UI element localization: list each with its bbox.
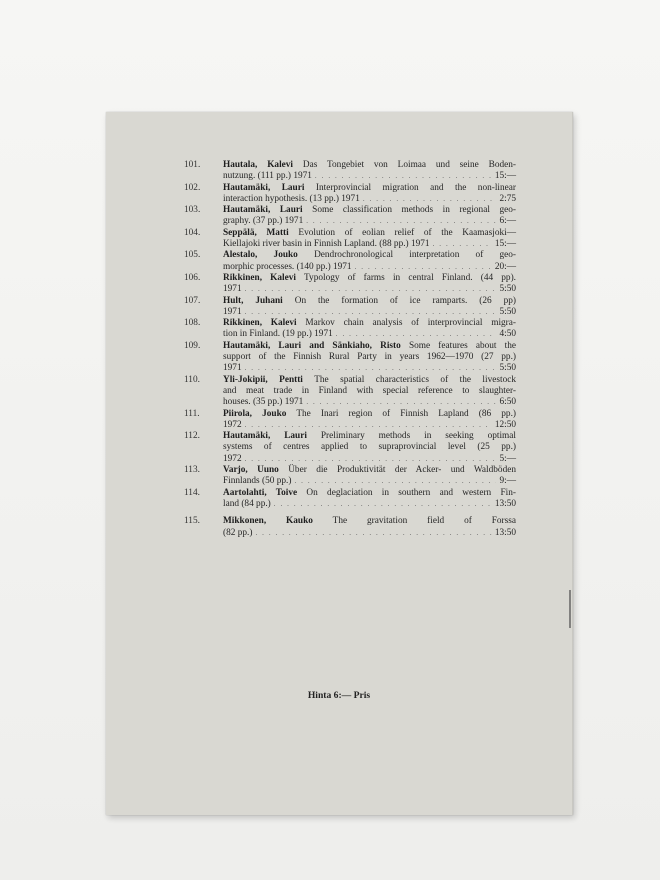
entry-title: Typology of farms in central Finland. (44 pp). — [304, 272, 516, 283]
publication-entry — [184, 296, 516, 319]
publication-entry — [184, 318, 516, 341]
entry-pages-year: Kiellajoki river basin in Finnish Lapland. (88 pp.) 1971 — [223, 239, 430, 250]
entry-pages-year: 1972 — [223, 453, 242, 464]
entry-author: Alestalo, Jouko — [223, 250, 298, 261]
entry-pages-year: 1971 — [223, 284, 242, 295]
publication-entry — [184, 375, 516, 409]
entry-price: 6:50 — [499, 397, 516, 408]
publication-entry — [184, 228, 516, 251]
entry-author: Hult, Juhani — [223, 295, 283, 306]
entry-title: and meat trade in Finland with special reference to slaughter- — [223, 385, 516, 396]
dot-leader — [245, 284, 497, 295]
dot-leader — [306, 397, 496, 408]
entry-number: 105. — [184, 250, 201, 261]
entry-author: Hautala, Kalevi — [223, 160, 294, 170]
publication-entry — [184, 205, 516, 228]
entry-pages-year: interaction hypothesis. (13 pp.) 1971 — [223, 193, 360, 204]
entry-author: Hautamäki, Lauri — [223, 182, 305, 193]
entry-last-line — [223, 476, 516, 487]
entry-last-line — [223, 216, 516, 227]
publication-entry — [184, 431, 516, 465]
entry-pages-year: 1971 — [223, 306, 242, 317]
dot-leader — [245, 307, 497, 318]
dot-leader — [315, 171, 492, 182]
entry-pages-year: land (84 pp.) — [223, 498, 271, 509]
entry-text-line — [223, 465, 516, 476]
entry-title: systems of centres applied to supraprovincial level (25 pp.) — [223, 442, 516, 453]
entry-title: Markov chain analysis of interprovincial migra- — [305, 318, 516, 329]
entry-author: Piirola, Jouko — [223, 408, 287, 419]
entry-last-line — [223, 363, 516, 374]
entry-number: 113. — [184, 465, 200, 476]
entry-text-line — [223, 205, 516, 216]
entry-price: 2:75 — [499, 193, 516, 204]
entry-number: 103. — [184, 205, 201, 216]
entry-last-line — [223, 420, 516, 431]
entry-text-line — [223, 409, 516, 420]
entry-text-line — [223, 273, 516, 284]
entry-price: 13:50 — [494, 527, 516, 538]
entry-author: Hautamäki, Lauri and Sänkiaho, Risto — [223, 340, 401, 351]
entry-title: Dendrochronological interpretation of geo- — [314, 250, 517, 261]
entry-title: Das Tongebiet von Loimaa und seine Boden- — [302, 160, 516, 170]
dot-leader — [363, 194, 497, 205]
entry-price: 5:50 — [499, 363, 516, 374]
entry-text-line — [223, 516, 516, 527]
dot-leader — [433, 239, 492, 250]
entry-text-line — [223, 296, 516, 307]
entry-number: 101. — [184, 160, 201, 170]
entry-text-line — [223, 386, 516, 397]
dot-leader — [245, 363, 497, 374]
entry-price: 5:— — [499, 453, 516, 464]
entry-price: 9:— — [499, 476, 516, 487]
publication-entry — [184, 183, 516, 206]
entry-author: Rikkinen, Kalevi — [223, 318, 297, 329]
entry-title: On deglaciation in southern and western Fin- — [306, 487, 516, 498]
publication-entry — [184, 250, 516, 273]
entry-number: 112. — [184, 431, 200, 442]
entry-price: 15:— — [494, 171, 516, 182]
entry-number: 106. — [184, 272, 201, 283]
entry-number: 104. — [184, 227, 201, 238]
publication-entry — [184, 488, 516, 511]
entry-author: Mikkonen, Kauko — [223, 516, 313, 527]
entry-text-line — [223, 431, 516, 442]
entry-price: 15:— — [494, 239, 516, 250]
entry-title: On the formation of ice ramparts. (26 pp) — [294, 295, 517, 306]
entry-text-line — [223, 228, 516, 239]
entry-pages-year: tion in Finland. (19 pp.) 1971 — [223, 329, 333, 340]
entry-title: The spatial characteristics of the livestock — [314, 374, 517, 385]
entry-text-line — [223, 488, 516, 499]
dot-leader — [245, 454, 497, 465]
entry-price: 4:50 — [499, 329, 516, 340]
entry-number: 111. — [184, 408, 200, 419]
entry-title: The gravitation field of Forssa — [332, 516, 516, 527]
publication-entry — [184, 273, 516, 296]
entry-last-line — [223, 499, 516, 510]
entry-author: Seppälä, Matti — [223, 227, 289, 238]
entry-number: 110. — [184, 374, 200, 385]
entry-title: Interprovincial migration and the non-linear — [315, 182, 516, 193]
dot-leader — [355, 262, 492, 273]
entry-price: 5:50 — [499, 306, 516, 317]
entry-last-line — [223, 194, 516, 205]
entry-author: Aartolahti, Toive — [223, 487, 298, 498]
entry-last-line — [223, 454, 516, 465]
entry-price: 12:50 — [494, 419, 516, 430]
entry-title: support of the Finnish Rural Party in years 1962—1970 (27 pp.) — [223, 352, 516, 363]
entry-number: 107. — [184, 295, 201, 306]
entry-author: Rikkinen, Kalevi — [223, 272, 297, 283]
publication-list — [184, 160, 516, 539]
entry-text-line — [223, 341, 516, 352]
entry-author: Hautamäki, Lauri — [223, 431, 307, 442]
entry-title: The Inari region of Finnish Lapland (86 pp.) — [296, 408, 517, 419]
publication-entry — [184, 341, 516, 375]
entry-text-line — [223, 442, 516, 453]
entry-last-line — [223, 528, 516, 539]
entry-author: Hautamäki, Lauri — [223, 205, 303, 216]
entry-pages-year: houses. (35 pp.) 1971 — [223, 397, 304, 408]
entry-pages-year: 1972 — [223, 419, 242, 430]
entry-author: Yli-Jokipii, Pentti — [223, 374, 303, 385]
entry-pages-year: graphy. (37 pp.) 1971 — [223, 216, 304, 227]
entry-last-line — [223, 329, 516, 340]
entry-title: Some features about the — [408, 340, 516, 351]
entry-text-line — [223, 160, 516, 171]
entry-pages-year: nutzung. (111 pp.) 1971 — [223, 171, 312, 182]
entry-last-line — [223, 307, 516, 318]
entry-last-line — [223, 171, 516, 182]
book-back-cover — [106, 112, 573, 815]
dot-leader — [294, 476, 496, 487]
entry-price: 20:— — [494, 261, 516, 272]
dot-leader — [245, 420, 492, 431]
entry-number: 108. — [184, 318, 201, 329]
entry-text-line — [223, 352, 516, 363]
dot-leader — [274, 499, 492, 510]
publication-entry — [184, 409, 516, 432]
entry-pages-year: morphic processes. (140 pp.) 1971 — [223, 261, 352, 272]
entry-text-line — [223, 183, 516, 194]
entry-pages-year: (82 pp.) — [223, 527, 253, 538]
cover-edge-mark — [569, 590, 571, 628]
entry-number: 102. — [184, 182, 201, 193]
entry-last-line — [223, 262, 516, 273]
entry-price: 6:— — [499, 216, 516, 227]
dot-leader — [336, 329, 497, 340]
entry-price: 5:50 — [499, 284, 516, 295]
entry-text-line — [223, 250, 516, 261]
dot-leader — [255, 528, 491, 539]
entry-last-line — [223, 284, 516, 295]
entry-title: Some classification methods in regional geo- — [312, 205, 517, 216]
entry-number: 109. — [184, 340, 201, 351]
entry-title: Evolution of eolian relief of the Kaamasjoki— — [298, 227, 516, 238]
entry-title: Preliminary methods in seeking optimal — [320, 431, 516, 442]
entry-last-line — [223, 239, 516, 250]
entry-text-line — [223, 375, 516, 386]
publication-entry — [184, 465, 516, 488]
entry-pages-year: 1971 — [223, 363, 242, 374]
publication-entry — [184, 516, 516, 539]
entry-last-line — [223, 397, 516, 408]
entry-author: Varjo, Uuno — [223, 465, 279, 476]
entry-number: 115. — [184, 516, 200, 527]
entry-number: 114. — [184, 487, 200, 498]
entry-text-line — [223, 318, 516, 329]
dot-leader — [306, 216, 496, 227]
entry-title: Über die Produktivität der Acker- und Waldböden — [288, 465, 516, 476]
entry-pages-year: Finnlands (50 pp.) — [223, 476, 292, 487]
publication-entry — [184, 160, 516, 183]
price-footer: Hinta 6:— Pris — [307, 690, 371, 701]
entry-price: 13:50 — [494, 498, 516, 509]
